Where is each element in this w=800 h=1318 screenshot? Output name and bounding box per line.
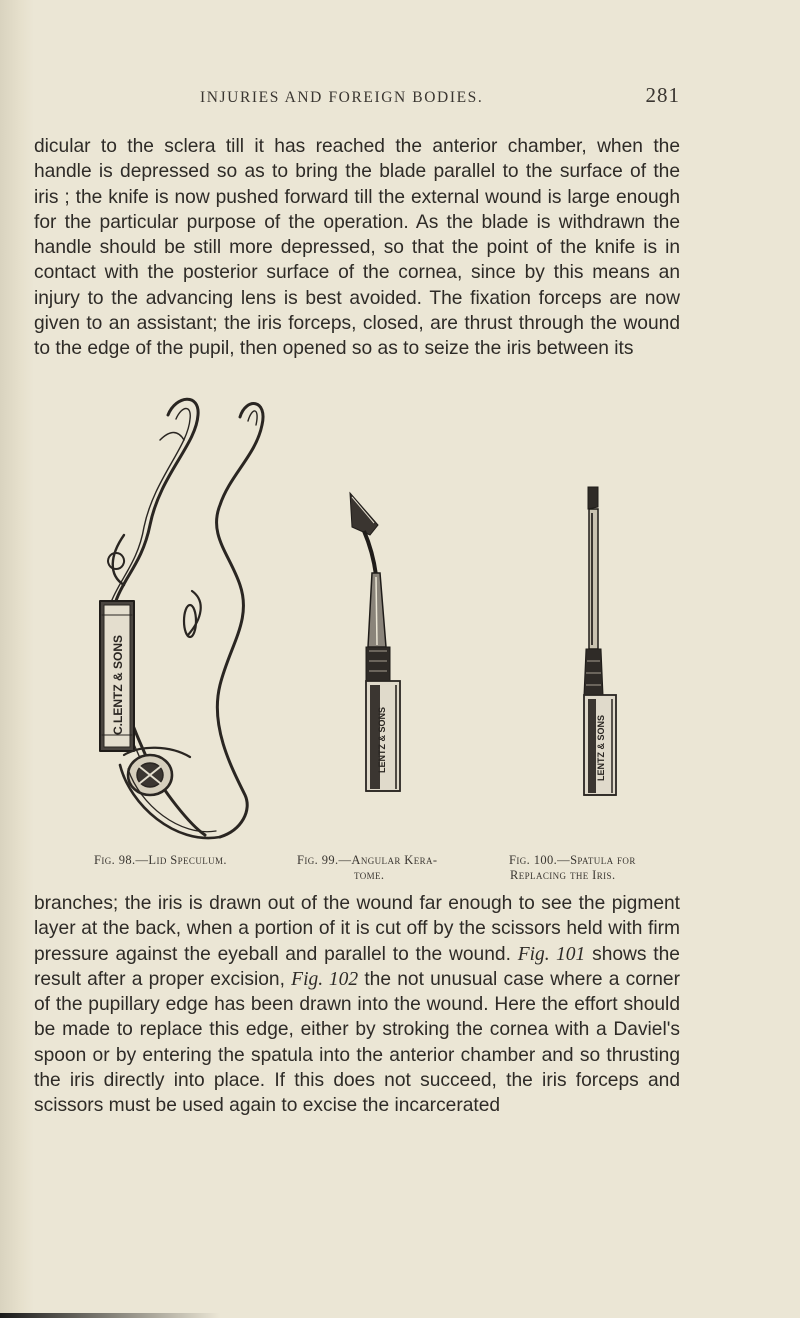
caption-fig-99 bbox=[297, 853, 437, 882]
figure-illustrations bbox=[80, 385, 700, 855]
page-number: 281 bbox=[645, 83, 680, 107]
running-head bbox=[150, 83, 680, 115]
page-edge bbox=[0, 1313, 220, 1318]
caption-fig-98-text: Fig. 98.—Lid Speculum. bbox=[94, 853, 227, 867]
keratome-maker-mark: LENTZ & SONS bbox=[377, 706, 387, 773]
page-gutter-shadow bbox=[0, 0, 34, 1318]
figure-reference-101: Fig. 101 bbox=[517, 943, 586, 965]
caption-fig-99-line1: Fig. 99.—Angular Kera- bbox=[297, 853, 438, 867]
figure-reference-102: Fig. 102 bbox=[291, 968, 359, 990]
body-bottom-part3: the not unusual case where a corner of the pupillary edge has been drawn into the wound. Here the effort should be made to replace this edge, either by stroking the cornea with a Daviel's spoon or by entering the spatula into the anterior chamber and so thrusting the iris directly into place. If this does not succeed, the iris forceps and scissors must be used again to excise the incarcerated bbox=[34, 968, 680, 1117]
caption-fig-98 bbox=[94, 853, 227, 868]
angular-keratome-illustration bbox=[350, 493, 400, 791]
caption-fig-99-line2: tome. bbox=[354, 868, 385, 882]
caption-fig-100-line2: Replacing the Iris. bbox=[510, 868, 616, 882]
spatula-maker-mark: LENTZ & SONS bbox=[596, 714, 606, 781]
body-paragraph-bottom bbox=[34, 891, 680, 1119]
caption-fig-100 bbox=[509, 853, 636, 882]
body-bottom-part1: branches; the iris is drawn out of the wound far enough to see the pigment layer at the back, when a portion of it is cut off by the scissors held with firm pressure against the eyeball and parallel to the wound. bbox=[34, 893, 680, 965]
body-paragraph-top: dicular to the sclera till it has reached the anterior chamber, when the handle is depressed so as to bring the blade parallel to the surface of the iris ; the knife is now pushed forward till the external wound is large enough for the particular purpose of the operation. As the blade is withdrawn the handle should be still more depressed, so that the point of the knife is in contact with the posterior surface of the cornea, since by this means an injury to the advancing lens is best avoided. The fixation forceps are now given to an assistant; the iris forceps, closed, are thrust through the wound to the edge of the pupil, then opened so as to seize the iris between its bbox=[34, 136, 680, 360]
running-title: INJURIES AND FOREIGN BODIES. bbox=[200, 89, 484, 106]
lid-speculum-illustration bbox=[100, 399, 263, 838]
body-bottom-part2: shows the result after a proper excision, bbox=[34, 943, 680, 990]
lid-speculum-maker-mark: C.LENTZ & SONS bbox=[111, 634, 125, 735]
caption-fig-100-line1: Fig. 100.—Spatula for bbox=[509, 853, 636, 867]
